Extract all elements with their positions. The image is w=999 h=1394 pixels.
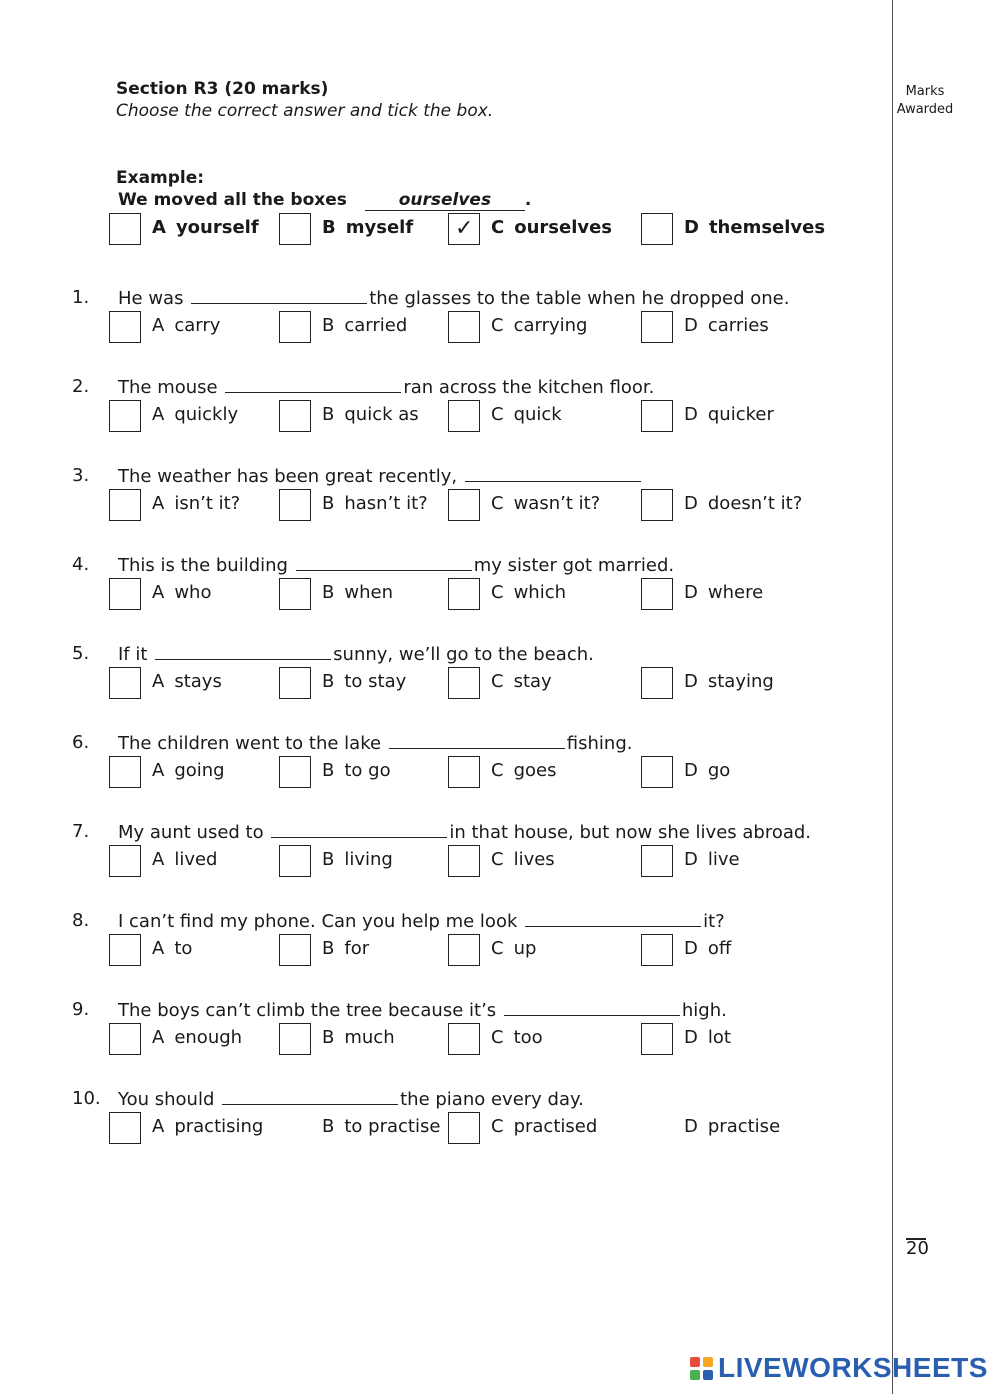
example-option-a-checkbox[interactable] bbox=[109, 213, 141, 245]
q6-option-a-checkbox[interactable] bbox=[109, 756, 141, 788]
q10-option-c-label: C practised bbox=[491, 1116, 598, 1137]
q7-option-d-checkbox[interactable] bbox=[641, 845, 673, 877]
q8-option-b-label: B for bbox=[322, 938, 370, 959]
q3-option-b-checkbox[interactable] bbox=[279, 489, 311, 521]
q10-option-a-label: A practising bbox=[152, 1116, 264, 1137]
q4-option-c-checkbox[interactable] bbox=[448, 578, 480, 610]
q2-option-c-checkbox[interactable] bbox=[448, 400, 480, 432]
example-option-d-checkbox[interactable] bbox=[641, 213, 673, 245]
q4-option-d-checkbox[interactable] bbox=[641, 578, 673, 610]
answer-blank[interactable] bbox=[271, 821, 447, 838]
q3-option-a-checkbox[interactable] bbox=[109, 489, 141, 521]
q5-option-c-label: C stay bbox=[491, 671, 552, 692]
q5-option-d-checkbox[interactable] bbox=[641, 667, 673, 699]
q10-option-b-label: B to practise bbox=[322, 1116, 441, 1137]
q6-option-b-checkbox[interactable] bbox=[279, 756, 311, 788]
q6-option-d-checkbox[interactable] bbox=[641, 756, 673, 788]
example-option-a-label: A yourself bbox=[152, 217, 259, 238]
q9-option-b-label: B much bbox=[322, 1027, 395, 1048]
q8-option-a-label: A to bbox=[152, 938, 193, 959]
question-number: 10. bbox=[72, 1088, 101, 1109]
example-option-c-checkbox[interactable] bbox=[448, 213, 480, 245]
q3-option-a-label: A isn’t it? bbox=[152, 493, 241, 514]
q1-option-b-label: B carried bbox=[322, 315, 408, 336]
q6-option-c-label: C goes bbox=[491, 760, 557, 781]
question-text: The mouse ran across the kitchen floor. bbox=[118, 377, 655, 398]
section-instruction: Choose the correct answer and tick the box. bbox=[116, 101, 494, 121]
q2-option-d-label: D quicker bbox=[684, 404, 774, 425]
liveworksheets-brand: LIVEWORKSHEETS bbox=[718, 1352, 988, 1383]
checkmark-icon: ✓ bbox=[455, 216, 474, 241]
q10-option-a-checkbox[interactable] bbox=[109, 1112, 141, 1144]
q4-option-b-label: B when bbox=[322, 582, 393, 603]
example-answer: ourselves bbox=[365, 190, 525, 211]
q3-option-d-checkbox[interactable] bbox=[641, 489, 673, 521]
answer-blank[interactable] bbox=[389, 732, 565, 749]
q4-option-a-label: A who bbox=[152, 582, 212, 603]
q8-option-a-checkbox[interactable] bbox=[109, 934, 141, 966]
q1-option-b-checkbox[interactable] bbox=[279, 311, 311, 343]
q1-option-a-checkbox[interactable] bbox=[109, 311, 141, 343]
q3-option-d-label: D doesn’t it? bbox=[684, 493, 803, 514]
marks-awarded-label: Marks Awarded bbox=[896, 84, 954, 117]
q10-option-c-checkbox[interactable] bbox=[448, 1112, 480, 1144]
example-sentence: We moved all the boxes ourselves . bbox=[118, 190, 532, 210]
liveworksheets-logo-icon bbox=[690, 1357, 716, 1383]
question-text: He was the glasses to the table when he dropped one. bbox=[118, 288, 790, 309]
q2-option-d-checkbox[interactable] bbox=[641, 400, 673, 432]
question-number: 2. bbox=[72, 376, 90, 397]
q7-option-c-label: C lives bbox=[491, 849, 555, 870]
marks-column-divider bbox=[892, 0, 893, 1394]
q6-option-c-checkbox[interactable] bbox=[448, 756, 480, 788]
q9-option-c-checkbox[interactable] bbox=[448, 1023, 480, 1055]
question-text: This is the building my sister got married. bbox=[118, 555, 675, 576]
q5-option-c-checkbox[interactable] bbox=[448, 667, 480, 699]
question-text: If it sunny, we’ll go to the beach. bbox=[118, 644, 594, 665]
q1-option-c-label: C carrying bbox=[491, 315, 588, 336]
q2-option-b-label: B quick as bbox=[322, 404, 419, 425]
example-option-c-label: C ourselves bbox=[491, 217, 613, 238]
q9-option-d-label: D lot bbox=[684, 1027, 731, 1048]
q4-option-c-label: C which bbox=[491, 582, 567, 603]
q3-option-c-checkbox[interactable] bbox=[448, 489, 480, 521]
answer-blank[interactable] bbox=[504, 999, 680, 1016]
example-option-b-checkbox[interactable] bbox=[279, 213, 311, 245]
q10-option-d-label: D practise bbox=[684, 1116, 781, 1137]
q7-option-a-checkbox[interactable] bbox=[109, 845, 141, 877]
q8-option-c-label: C up bbox=[491, 938, 537, 959]
question-text: The boys can’t climb the tree because it’s high. bbox=[118, 1000, 727, 1021]
question-number: 7. bbox=[72, 821, 90, 842]
q7-option-d-label: D live bbox=[684, 849, 740, 870]
q1-option-d-label: D carries bbox=[684, 315, 769, 336]
question-text: The weather has been great recently, bbox=[118, 465, 643, 487]
q3-option-b-label: B hasn’t it? bbox=[322, 493, 428, 514]
q9-option-c-label: C too bbox=[491, 1027, 543, 1048]
answer-blank[interactable] bbox=[225, 376, 401, 393]
answer-blank[interactable] bbox=[191, 287, 367, 304]
q9-option-a-label: A enough bbox=[152, 1027, 243, 1048]
q8-option-d-label: D off bbox=[684, 938, 732, 959]
example-heading: Example: bbox=[116, 168, 205, 188]
answer-blank[interactable] bbox=[525, 910, 701, 927]
section-title: Section R3 (20 marks) bbox=[116, 79, 329, 99]
q6-option-b-label: B to go bbox=[322, 760, 391, 781]
question-number: 9. bbox=[72, 999, 90, 1020]
q1-option-d-checkbox[interactable] bbox=[641, 311, 673, 343]
q4-option-b-checkbox[interactable] bbox=[279, 578, 311, 610]
q7-option-c-checkbox[interactable] bbox=[448, 845, 480, 877]
q8-option-b-checkbox[interactable] bbox=[279, 934, 311, 966]
q2-option-c-label: C quick bbox=[491, 404, 562, 425]
q5-option-b-checkbox[interactable] bbox=[279, 667, 311, 699]
q4-option-d-label: D where bbox=[684, 582, 764, 603]
q5-option-b-label: B to stay bbox=[322, 671, 407, 692]
q9-option-b-checkbox[interactable] bbox=[279, 1023, 311, 1055]
q2-option-a-checkbox[interactable] bbox=[109, 400, 141, 432]
q8-option-c-checkbox[interactable] bbox=[448, 934, 480, 966]
q1-option-c-checkbox[interactable] bbox=[448, 311, 480, 343]
q5-option-a-label: A stays bbox=[152, 671, 222, 692]
q7-option-b-checkbox[interactable] bbox=[279, 845, 311, 877]
q6-option-a-label: A going bbox=[152, 760, 225, 781]
question-number: 6. bbox=[72, 732, 90, 753]
q4-option-a-checkbox[interactable] bbox=[109, 578, 141, 610]
q1-option-a-label: A carry bbox=[152, 315, 221, 336]
answer-blank[interactable] bbox=[296, 554, 472, 571]
question-number: 1. bbox=[72, 287, 90, 308]
q7-option-a-label: A lived bbox=[152, 849, 218, 870]
question-number: 5. bbox=[72, 643, 90, 664]
q2-option-b-checkbox[interactable] bbox=[279, 400, 311, 432]
question-text: The children went to the lake fishing. bbox=[118, 733, 633, 754]
q2-option-a-label: A quickly bbox=[152, 404, 239, 425]
q5-option-a-checkbox[interactable] bbox=[109, 667, 141, 699]
question-text: You should the piano every day. bbox=[118, 1089, 584, 1110]
answer-blank[interactable] bbox=[155, 643, 331, 660]
example-option-b-label: B myself bbox=[322, 217, 414, 238]
question-number: 4. bbox=[72, 554, 90, 575]
q6-option-d-label: D go bbox=[684, 760, 731, 781]
q9-option-a-checkbox[interactable] bbox=[109, 1023, 141, 1055]
question-number: 3. bbox=[72, 465, 90, 486]
example-option-d-label: D themselves bbox=[684, 217, 826, 238]
question-text: My aunt used to in that house, but now she lives abroad. bbox=[118, 822, 812, 843]
q5-option-d-label: D staying bbox=[684, 671, 774, 692]
question-text: I can’t find my phone. Can you help me look it? bbox=[118, 911, 725, 932]
total-marks: 20 bbox=[906, 1238, 929, 1259]
answer-blank[interactable] bbox=[222, 1088, 398, 1105]
q8-option-d-checkbox[interactable] bbox=[641, 934, 673, 966]
q3-option-c-label: C wasn’t it? bbox=[491, 493, 601, 514]
q7-option-b-label: B living bbox=[322, 849, 393, 870]
q9-option-d-checkbox[interactable] bbox=[641, 1023, 673, 1055]
answer-blank[interactable] bbox=[465, 465, 641, 482]
question-number: 8. bbox=[72, 910, 90, 931]
